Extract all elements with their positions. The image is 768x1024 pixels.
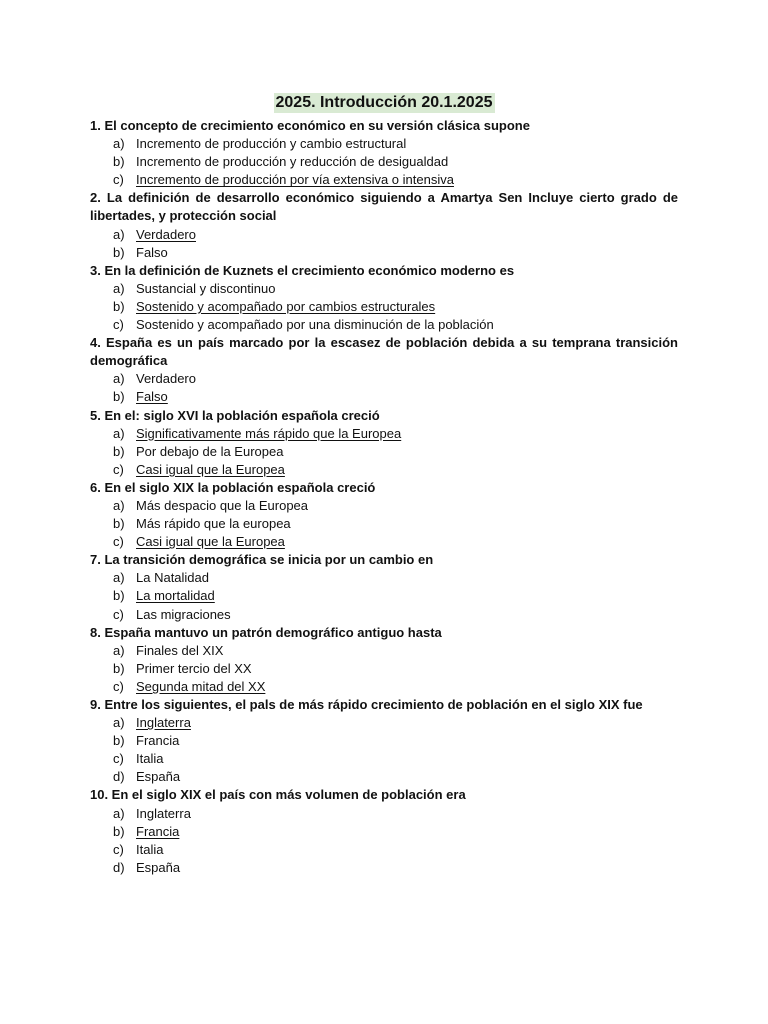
option-letter: a) (113, 497, 125, 513)
document-title: 2025. Introducción 20.1.2025 (275, 94, 493, 111)
option-letter: a) (113, 805, 125, 821)
option-item (0, 569, 768, 587)
option-item (0, 678, 768, 696)
option-text: Falso (136, 244, 168, 260)
option-text: La Natalidad (136, 570, 209, 586)
option-letter: b) (113, 154, 125, 170)
option-text: Sustancial y discontinuo (136, 280, 276, 296)
option-letter: c) (113, 534, 124, 550)
option-item (0, 732, 768, 750)
question-6 (0, 479, 768, 551)
option-text-underlined: Sostenido y acompañado por cambios estructurales (136, 298, 436, 314)
option-text: Primer tercio del XX (136, 660, 252, 676)
option-list (0, 226, 768, 262)
title-row (0, 93, 768, 115)
option-text: Las migraciones (136, 606, 231, 622)
option-letter: a) (113, 226, 125, 242)
question-text: 4. España es un país marcado por la escasez de población debida a su temprana transición demográfica (90, 335, 678, 369)
question-5 (0, 407, 768, 479)
option-text: Verdadero (136, 371, 196, 387)
option-item (0, 244, 768, 262)
option-item (0, 497, 768, 515)
option-item (0, 135, 768, 153)
option-text-underlined: La mortalidad (136, 588, 215, 604)
option-item (0, 443, 768, 461)
option-text-underlined: Segunda mitad del XX (136, 678, 266, 694)
question-8 (0, 624, 768, 696)
option-item (0, 841, 768, 859)
option-item (0, 660, 768, 678)
option-item (0, 461, 768, 479)
option-letter: c) (113, 172, 124, 188)
option-list (0, 280, 768, 334)
option-item (0, 533, 768, 551)
option-letter: d) (113, 769, 125, 785)
option-letter: a) (113, 280, 125, 296)
option-item (0, 316, 768, 334)
option-item (0, 606, 768, 624)
option-letter: c) (113, 606, 124, 622)
option-text-underlined: Casi igual que la Europea (136, 534, 285, 550)
option-text-underlined: Inglaterra (136, 715, 191, 731)
question-4 (0, 334, 768, 406)
option-letter: b) (113, 298, 125, 314)
question-9 (0, 696, 768, 786)
option-letter: a) (113, 136, 125, 152)
option-letter: c) (113, 317, 124, 333)
option-text: Incremento de producción y cambio estructural (136, 136, 407, 152)
option-text: Inglaterra (136, 805, 191, 821)
option-text: Por debajo de la Europea (136, 443, 284, 459)
option-letter: a) (113, 371, 125, 387)
option-text: Finales del XIX (136, 642, 224, 658)
question-7 (0, 551, 768, 623)
option-item (0, 515, 768, 533)
option-text-underlined: Incremento de producción por vía extensiva o intensiva (136, 172, 454, 188)
option-item (0, 280, 768, 298)
option-text: Más despacio que la Europea (136, 497, 309, 513)
option-text: Italia (136, 841, 164, 857)
option-letter: c) (113, 841, 124, 857)
option-item (0, 714, 768, 732)
question-text: 9. Entre los siguientes, el pals de más rápido crecimiento de población en el siglo XIX fue (90, 697, 643, 712)
option-letter: b) (113, 588, 125, 604)
option-item (0, 171, 768, 189)
option-text: Incremento de producción y reducción de desigualdad (136, 154, 449, 170)
option-letter: a) (113, 715, 125, 731)
option-letter: a) (113, 642, 125, 658)
option-letter: a) (113, 570, 125, 586)
option-list (0, 135, 768, 189)
option-list (0, 805, 768, 877)
question-text: 2. La definición de desarrollo económico siguiendo a Amartya Sen Incluye cierto grado de libertades, y protección social (90, 190, 678, 224)
option-letter: b) (113, 660, 125, 676)
option-letter: b) (113, 823, 125, 839)
question-10 (0, 786, 768, 876)
option-item (0, 388, 768, 406)
option-item (0, 642, 768, 660)
option-list (0, 642, 768, 696)
option-text: Más rápido que la europea (136, 516, 291, 532)
question-text: 5. En el: siglo XVI la población española creció (90, 407, 380, 423)
question-3 (0, 262, 768, 334)
question-text: 10. En el siglo XIX el país con más volumen de población era (90, 787, 466, 803)
question-text: 6. En el siglo XIX la población española creció (90, 479, 376, 495)
option-item (0, 805, 768, 823)
option-item (0, 226, 768, 244)
option-item (0, 425, 768, 443)
option-item (0, 370, 768, 388)
option-item (0, 750, 768, 768)
option-text-underlined: Casi igual que la Europea (136, 461, 285, 477)
option-letter: b) (113, 244, 125, 260)
option-item (0, 153, 768, 171)
option-letter: c) (113, 751, 124, 767)
option-list (0, 425, 768, 479)
option-text-underlined: Francia (136, 823, 180, 839)
option-item (0, 298, 768, 316)
option-text-underlined: Significativamente más rápido que la Europea (136, 425, 402, 441)
question-text: 7. La transición demográfica se inicia por un cambio en (90, 552, 434, 568)
option-text: Italia (136, 751, 164, 767)
question-1 (0, 117, 768, 189)
option-item (0, 859, 768, 877)
question-2 (0, 189, 768, 261)
question-list (0, 117, 768, 877)
option-letter: c) (113, 678, 124, 694)
option-text: Francia (136, 733, 180, 749)
option-list (0, 569, 768, 623)
question-text: 1. El concepto de crecimiento económico en su versión clásica supone (90, 118, 530, 133)
option-list (0, 370, 768, 406)
option-letter: c) (113, 461, 124, 477)
option-text: Sostenido y acompañado por una disminución de la población (136, 317, 494, 333)
option-list (0, 714, 768, 786)
option-letter: b) (113, 389, 125, 405)
option-letter: b) (113, 516, 125, 532)
option-text: España (136, 859, 181, 875)
question-text: 8. España mantuvo un patrón demográfico antiguo hasta (90, 624, 442, 640)
option-list (0, 497, 768, 551)
option-letter: a) (113, 425, 125, 441)
option-text-underlined: Falso (136, 389, 168, 405)
option-text: España (136, 769, 181, 785)
option-letter: b) (113, 733, 125, 749)
option-letter: b) (113, 443, 125, 459)
question-text: 3. En la definición de Kuznets el crecimiento económico moderno es (90, 262, 515, 278)
option-letter: d) (113, 859, 125, 875)
option-item (0, 587, 768, 605)
option-text-underlined: Verdadero (136, 226, 196, 242)
option-item (0, 823, 768, 841)
option-item (0, 768, 768, 786)
